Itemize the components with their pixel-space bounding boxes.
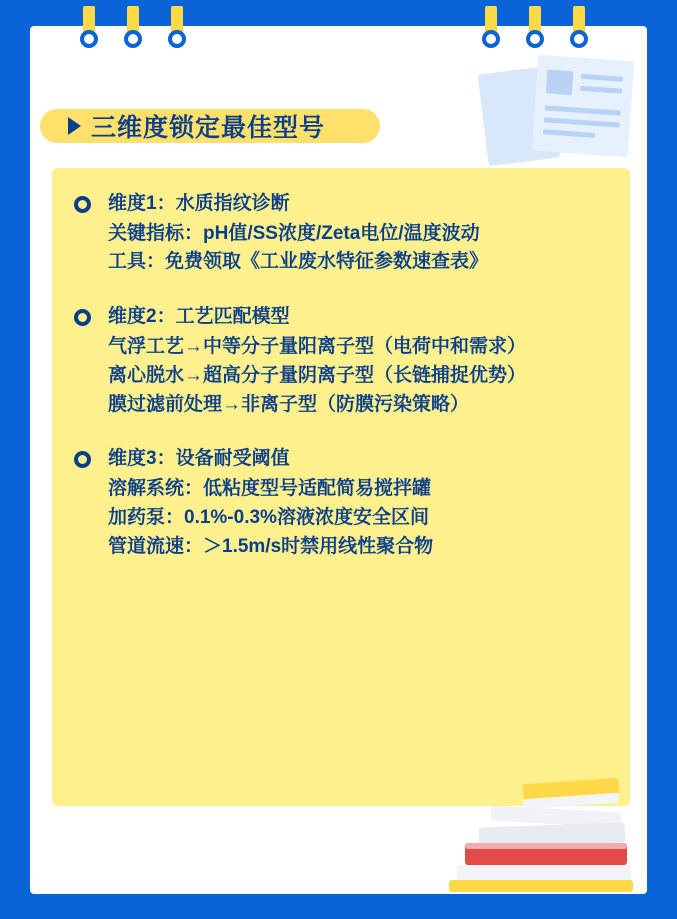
document-line (581, 74, 623, 82)
document-line (543, 129, 595, 138)
document-line (544, 117, 620, 127)
book-yellow-bottom (449, 880, 633, 892)
document-line (580, 86, 622, 94)
dimension-heading: 维度1：水质指纹诊断 (108, 193, 290, 214)
content-panel (52, 168, 630, 806)
dimension-line: 工具：免费领取《工业废水特征参数速查表》 (108, 251, 489, 273)
dimension-block-1 (74, 190, 610, 277)
play-triangle-icon (68, 117, 81, 135)
dimension-heading: 维度3：设备耐受阈值 (108, 448, 290, 470)
dimension-line: 溶解系统：低粘度型号适配简易搅拌罐 (108, 478, 432, 500)
dimension-block-3 (74, 445, 610, 561)
dimension-line: 管道流速：＞1.5m/s时禁用线性聚合物 (108, 535, 434, 557)
circle-outline-bullet-icon (74, 451, 91, 468)
page-title (68, 105, 325, 147)
dimension-line: 关键指标：pH值/SS浓度/Zeta电位/温度波动 (108, 222, 480, 244)
dimension-line: 气浮工艺→中等分子量阳离子型（电荷中和需求） (108, 335, 527, 357)
circle-outline-bullet-icon (74, 309, 91, 326)
page-title-text: 三维度锁定最佳型号 (91, 114, 326, 142)
dimension-heading: 维度2：工艺匹配模型 (108, 306, 290, 328)
dimension-line: 加药泵：0.1%-0.3%溶液浓度安全区间 (108, 506, 429, 528)
document-block (546, 69, 574, 95)
book-red-edge (465, 843, 627, 849)
circle-outline-bullet-icon (74, 196, 91, 213)
stacked-books-icon (435, 781, 635, 891)
documents-icon (483, 56, 633, 166)
document-line (545, 105, 621, 115)
dimension-line: 膜过滤前处理→非离子型（防膜污染策略） (108, 393, 470, 415)
document-sheet-front (532, 55, 634, 157)
dimension-block-2 (74, 303, 610, 419)
dimension-line: 离心脱水→超高分子量阴离子型（长链捕捉优势） (108, 364, 527, 386)
